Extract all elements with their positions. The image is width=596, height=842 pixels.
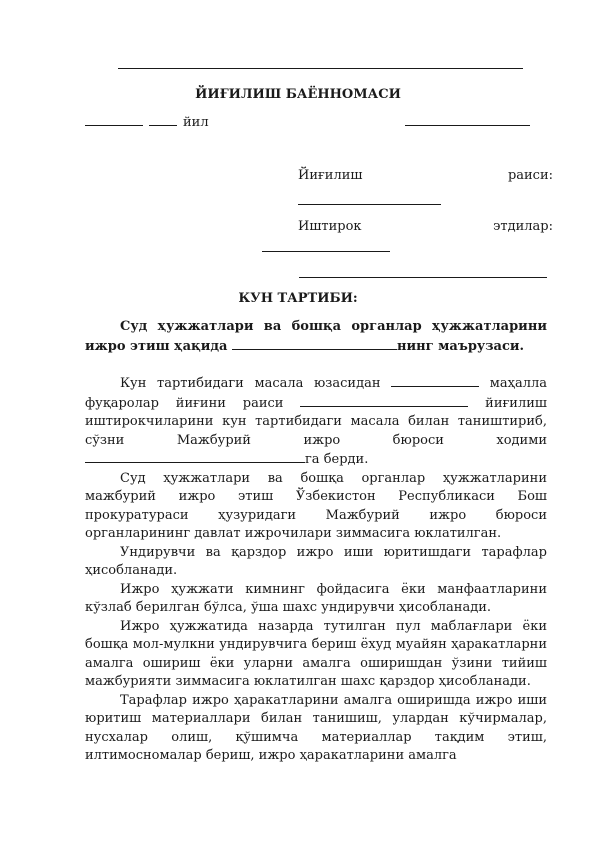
- document-title: ЙИҒИЛИШ БАЁННОМАСИ: [195, 87, 401, 102]
- participants-line-1[interactable]: [262, 251, 390, 252]
- header-rule: [118, 68, 523, 69]
- p1-text-b: маҳалла фуқаролар йиғини раиси: [85, 376, 547, 411]
- participants-label-right: этдилар:: [493, 219, 553, 234]
- chairman-label-right: раиси:: [507, 168, 553, 183]
- p1-blank-1[interactable]: [391, 374, 479, 387]
- chairman-signature-line[interactable]: [298, 204, 441, 205]
- paragraph-1: [85, 374, 547, 470]
- year-label: йил: [183, 115, 209, 130]
- document-body: [85, 318, 547, 766]
- p1-blank-2[interactable]: [300, 394, 468, 407]
- agenda-item-text-2: нинг маърузаси.: [396, 338, 525, 354]
- agenda-heading: КУН ТАРТИБИ:: [238, 291, 358, 306]
- paragraph-2: Суд ҳужжатлари ва бошқа органлар ҳужжатларини мажбурий ижро этиш Ўзбекистон Республикаси Бош прокуратураси ҳузуридаги Мажбурий ижро бюроси органларининг давлат ижрочилари зиммасига юклатилган.: [85, 470, 547, 541]
- participants-label: Иштирок: [298, 219, 362, 234]
- paragraph-5: Ижро ҳужжатида назарда тутилган пул маблағлари ёки бошқа мол-мулкни ундирувчига бериш ёхуд муайян ҳаракатларни амалга ошириш ёки уларни амалга оширишдан ўзини тийиш мажбурияти зиммасига юклатилган шахс қарздор ҳисобланади.: [85, 618, 547, 689]
- p1-blank-3[interactable]: [85, 450, 305, 463]
- paragraph-6: Тарафлар ижро ҳаракатларини амалга оширишда ижро иши юритиш материаллари билан танишиш, улардан кўчирмалар, нусхалар олиш, қўшимча материаллар тақдим этиш, илтимосномалар бериш, ижро ҳаракатларини амалга: [85, 692, 547, 763]
- place-blank[interactable]: [405, 113, 530, 126]
- agenda-item-text-1: Суд ҳужжатлари ва бошқа органлар ҳужжатларини ижро этиш ҳақида: [85, 319, 547, 354]
- paragraph-3: Ундирувчи ва қарздор ижро иши юритишдаги тарафлар ҳисобланади.: [85, 544, 547, 578]
- day-blank[interactable]: [85, 113, 143, 126]
- p1-text-d: га берди.: [305, 452, 369, 467]
- speaker-blank[interactable]: [232, 337, 397, 350]
- paragraph-4: Ижро ҳужжати кимнинг фойдасига ёки манфаатларини кўзлаб берилган бўлса, ўша шахс ундирувчи ҳисобланади.: [85, 581, 547, 615]
- month-blank[interactable]: [149, 113, 177, 126]
- date-line: [85, 113, 530, 133]
- p1-text-c: йиғилиш иштирокчиларини кун тартибидаги масала билан таништириб, сўзни Мажбурий ижро бюроси ходими: [85, 395, 547, 448]
- p1-text-a: Кун тартибидаги масала юзасидан: [120, 376, 381, 391]
- agenda-item: [85, 318, 547, 356]
- spacer: [85, 356, 547, 374]
- chairman-label: Йиғилиш: [298, 168, 363, 183]
- participants-line-2[interactable]: [299, 277, 547, 278]
